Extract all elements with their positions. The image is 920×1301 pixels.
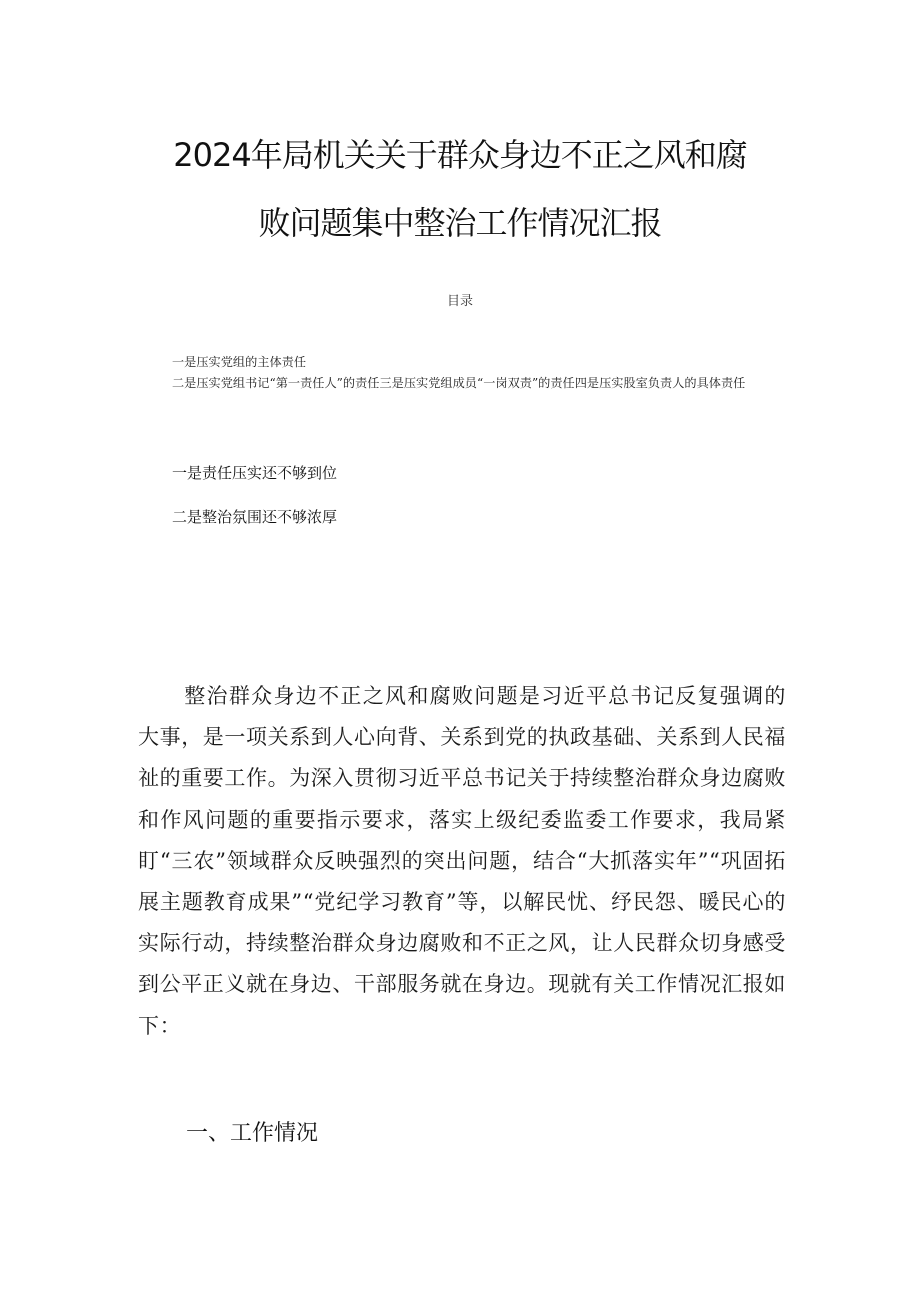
- body-paragraph: 整治群众身边不正之风和腐败问题是习近平总书记反复强调的大事，是一项关系到人心向背、关系到党的执政基础、关系到人民福祉的重要工作。为深入贯彻习近平总书记关于持续整治群众身边腐败和作风问题的重要指示要求，落实上级纪委监委工作要求，我局紧盯“三农”领域群众反映强烈的突出问题，结合“大抓落实年”“巩固拓展主题教育成果”“党纪学习教育”等，以解民忧、纾民怨、暖民心的实际行动，持续整治群众身边腐败和不正之风，让人民群众切身感受到公平正义就在身边、干部服务就在身边。现就有关工作情况汇报如下：: [138, 684, 786, 1038]
- toc-heading: 目录: [446, 294, 473, 309]
- toc-entry-1: 一是压实党组的主体责任: [172, 355, 307, 369]
- section-heading: 一、工作情况: [186, 1121, 319, 1146]
- document-title-line-2: 败问题集中整治工作情况汇报: [258, 204, 662, 242]
- toc-item-1: 一是责任压实还不够到位: [172, 464, 338, 482]
- toc-item-2: 二是整治氛围还不够浓厚: [172, 508, 338, 526]
- document-title-line-1: 2024年局机关关于群众身边不正之风和腐: [173, 136, 747, 174]
- toc-entry-2: 二是压实党组书记“第一责任人”的责任三是压实党组成员“一岗双责”的责任四是压实股室负责人的具体责任: [172, 376, 746, 390]
